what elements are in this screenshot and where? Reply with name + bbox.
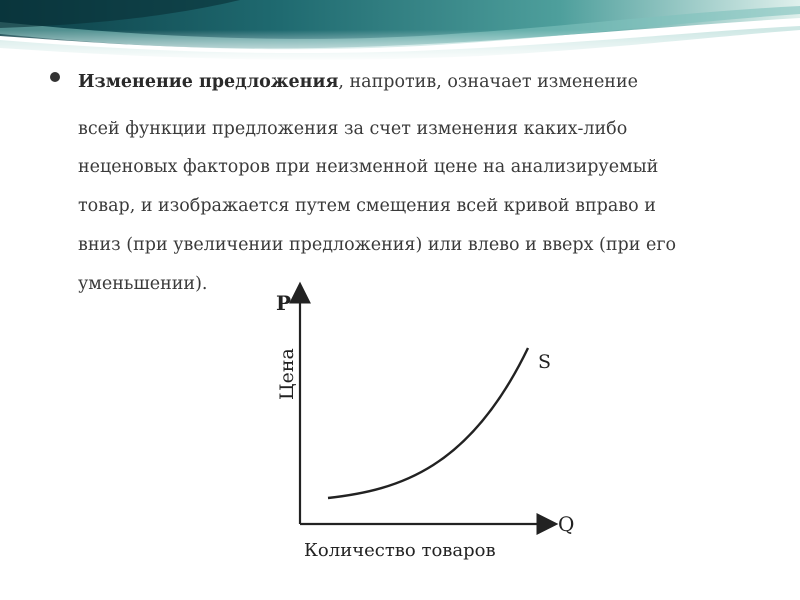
paragraph-line-4: товар, и изображается путем смещения всей кривой вправо и bbox=[78, 196, 656, 216]
y-axis-label: Цена bbox=[276, 348, 298, 400]
paragraph-line-2: всей функции предложения за счет изменения каких-либо bbox=[78, 119, 628, 139]
supply-curve bbox=[328, 348, 528, 498]
y-axis-symbol: P bbox=[276, 291, 292, 315]
paragraph-line-6: уменьшении). bbox=[78, 274, 208, 294]
supply-curve-graph bbox=[260, 278, 600, 588]
paragraph-line-3: неценовых факторов при неизменной цене на анализируемый bbox=[78, 157, 659, 177]
paragraph-line-1 bbox=[78, 72, 638, 92]
bullet-point-icon bbox=[50, 72, 60, 82]
x-axis-label: Количество товаров bbox=[304, 540, 496, 561]
line-1-rest: , напротив, означает изменение bbox=[338, 72, 638, 92]
header-banner bbox=[0, 0, 800, 62]
bold-term: Изменение предложения bbox=[78, 72, 339, 92]
paragraph-line-5: вниз (при увеличении предложения) или влево и вверх (при его bbox=[78, 235, 677, 255]
x-axis-symbol: Q bbox=[558, 512, 575, 536]
curve-label: S bbox=[538, 351, 552, 373]
